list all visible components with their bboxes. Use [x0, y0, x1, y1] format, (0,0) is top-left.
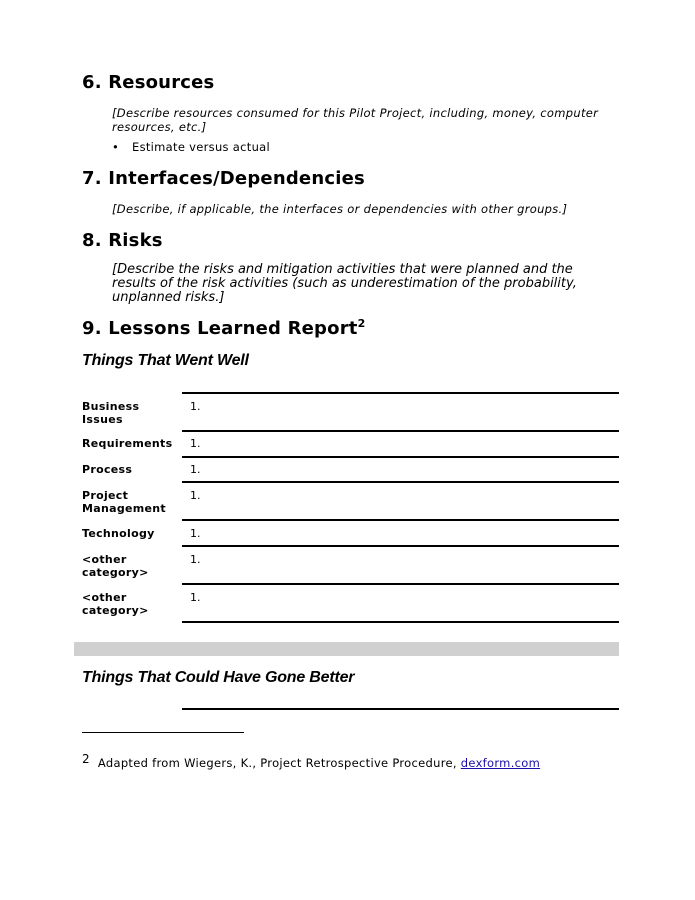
- could-be-better-heading: Things That Could Have Gone Better: [82, 669, 355, 686]
- section-title-resources: 6. Resources: [82, 72, 215, 93]
- resources-bullet: [112, 140, 270, 154]
- row-category: Business Issues: [82, 400, 140, 426]
- row-item: 1.: [190, 591, 201, 604]
- table-rule: [182, 519, 619, 521]
- went-well-heading: Things That Went Well: [82, 352, 249, 369]
- footnote-text: Adapted from Wiegers, K., Project Retrospective Procedure,: [97, 756, 457, 770]
- section-title-interfaces: 7. Interfaces/Dependencies: [82, 168, 365, 189]
- row-category: Requirements: [82, 437, 173, 450]
- shaded-separator: [74, 642, 619, 656]
- row-item: 1.: [190, 489, 201, 502]
- row-item: 1.: [190, 437, 201, 450]
- table-rule: [182, 583, 619, 585]
- row-item: 1.: [190, 463, 201, 476]
- row-category: Project Management: [82, 489, 166, 515]
- table-rule: [182, 392, 619, 394]
- row-category: Process: [82, 463, 133, 476]
- bullet-icon: •: [112, 140, 120, 154]
- row-category: Technology: [82, 527, 155, 540]
- section-title-risks: 8. Risks: [82, 230, 163, 251]
- row-category: <other category>: [82, 591, 149, 617]
- footnote-ref[interactable]: 2: [357, 317, 366, 330]
- table-rule: [182, 621, 619, 623]
- section-title-lessons: [82, 318, 365, 339]
- row-item: 1.: [190, 553, 201, 566]
- footnote: [82, 752, 540, 770]
- interfaces-note: [Describe, if applicable, the interfaces or dependencies with other groups.]: [112, 202, 568, 216]
- table-rule: [182, 456, 619, 458]
- row-item: 1.: [190, 527, 201, 540]
- footnote-mark: 2: [82, 752, 90, 766]
- resources-bullet-text: Estimate versus actual: [132, 140, 270, 154]
- table-rule: [182, 430, 619, 432]
- footnote-link[interactable]: dexform.com: [460, 756, 541, 770]
- table-rule: [182, 708, 619, 710]
- footnote-separator: [82, 732, 244, 733]
- table-rule: [182, 545, 619, 547]
- risks-note: [Describe the risks and mitigation activities that were planned and the results of the risk activities (such as underestimation of the probability, unplanned risks.]: [112, 262, 577, 305]
- resources-note: [Describe resources consumed for this Pilot Project, including, money, computer resources, etc.]: [112, 106, 599, 134]
- lessons-title-text: 9. Lessons Learned Report: [82, 318, 358, 339]
- row-item: 1.: [190, 400, 201, 413]
- row-category: <other category>: [82, 553, 149, 579]
- table-rule: [182, 481, 619, 483]
